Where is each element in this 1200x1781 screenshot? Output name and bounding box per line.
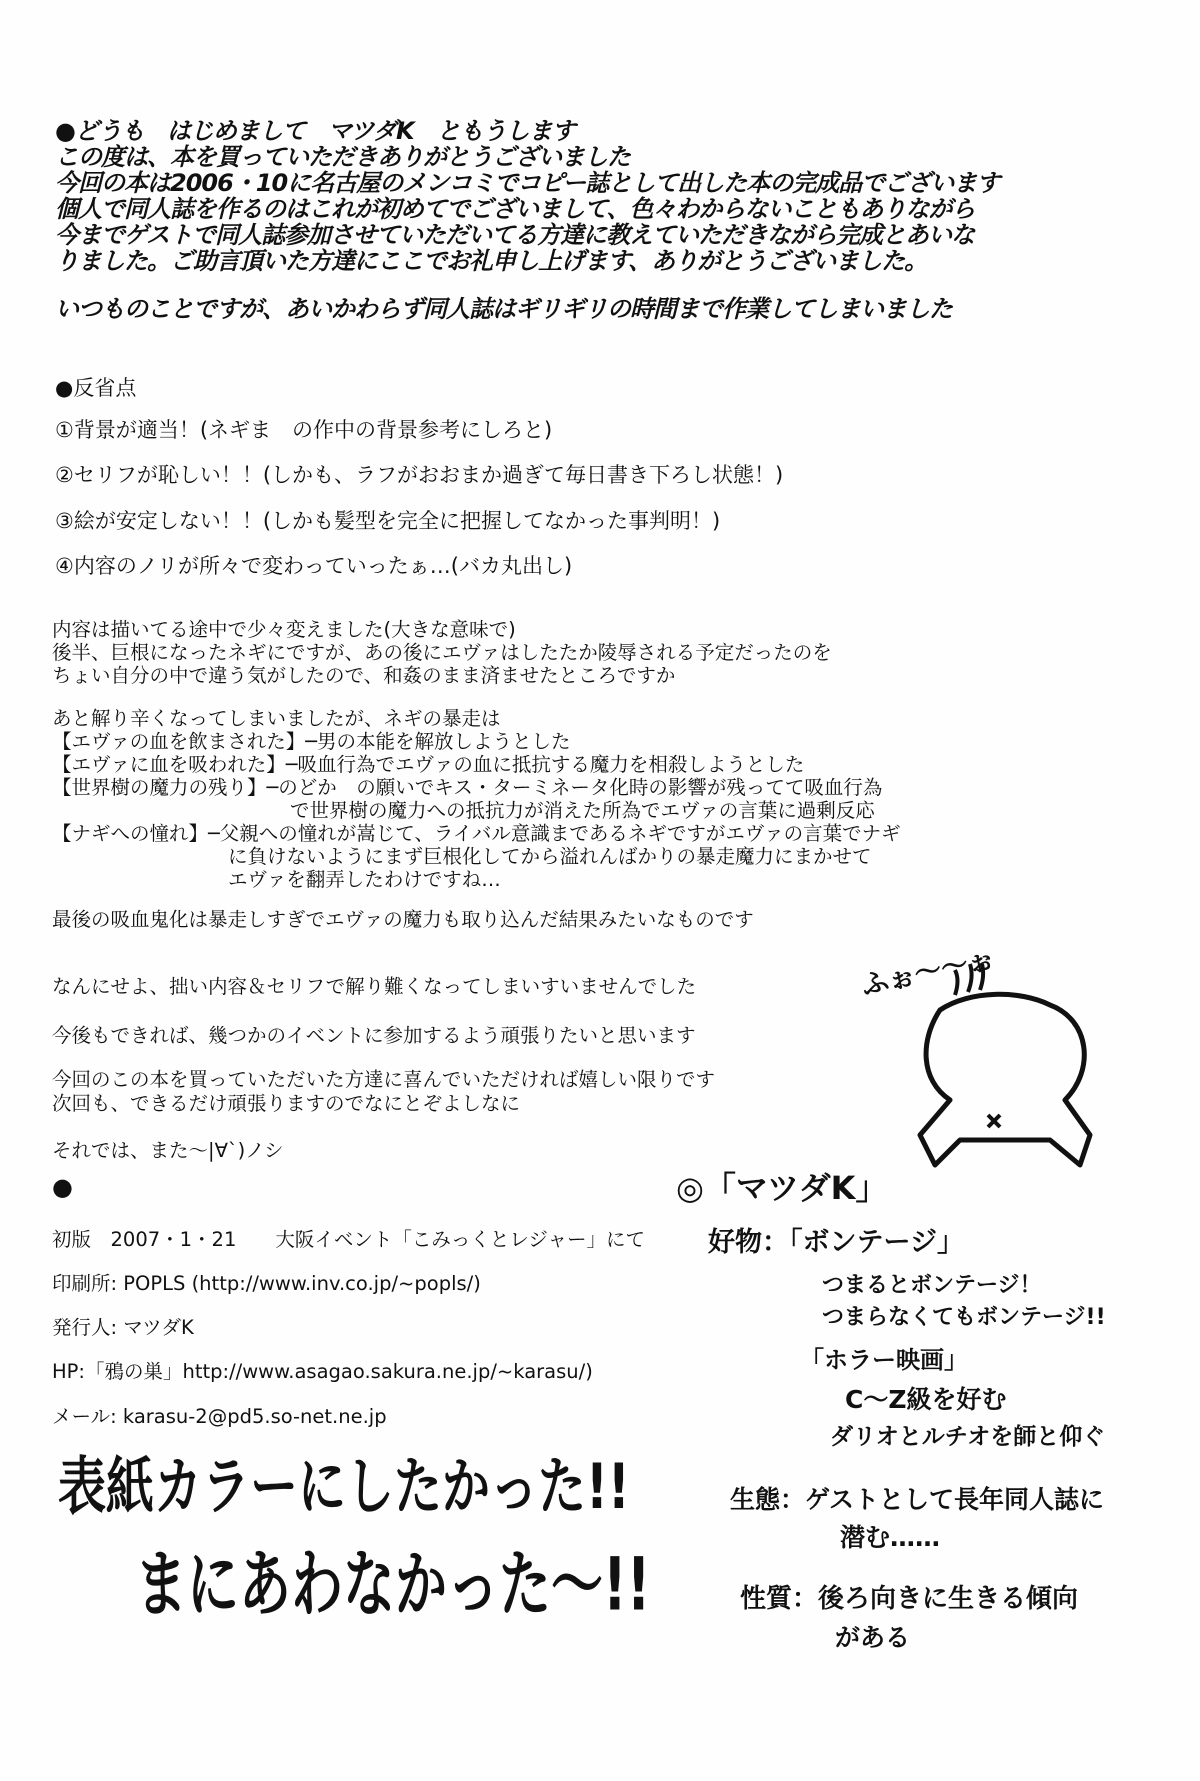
colophon-bullet: ● — [52, 1173, 73, 1201]
reflection-item: ①背景が適当！(ネギま の作中の背景参考にしろと) — [55, 418, 553, 442]
rampage-line: エヴァを翻弄したわけですね… — [228, 868, 501, 891]
rampage-line: 【世界樹の魔力の残り】─のどか の願いでキス・ターミネータ化時の影響が残ってて吸血行為 — [52, 776, 883, 799]
thanks: 今回のこの本を買っていただいた方達に喜んでいただければ嬉しい限りです — [52, 1068, 716, 1091]
reflection-heading: ●反省点 — [55, 376, 137, 400]
intro-line: 今回の本は2006・10に名古屋のメンコミでコピー誌として出した本の完成品でございます — [55, 169, 1000, 197]
profile-habitat: 生態：ゲストとして長年同人誌に — [730, 1485, 1105, 1514]
colophon-homepage: HP:「鴉の巣」http://www.asagao.sakura.ne.jp/~karasu/) — [52, 1360, 593, 1383]
profile-likes: 好物：「ボンテージ」 — [708, 1227, 964, 1258]
reflection-item: ③絵が安定しない！！(しかも髪型を完全に把握してなかった事判明！) — [55, 509, 721, 533]
colophon-edition: 初版 2007・1・21 大阪イベント「こみっくとレジャー」にて — [52, 1228, 645, 1251]
colophon-mail: メール: karasu-2@pd5.so-net.ne.jp — [52, 1405, 387, 1428]
colophon-publisher: 発行人: マツダK — [52, 1316, 194, 1339]
content-line: 後半、巨根になったネギにですが、あの後にエヴァはしたたか陵辱される予定だったのを — [52, 641, 832, 664]
intro-line: 個人で同人誌を作るのはこれが初めてでございまして、色々わからないこともありながら — [55, 195, 975, 223]
profile-name: ◎「マツダK」 — [676, 1169, 888, 1207]
thanks: 次回も、できるだけ頑張りますのでなにとぞよしなに — [52, 1092, 521, 1115]
profile-habitat-detail: 潜む…… — [840, 1523, 941, 1552]
intro-line: 今までゲストで同人誌参加させていただいてる方達に教えていただきながら完成とあいな — [55, 221, 975, 249]
colophon-printer: 印刷所: POPLS (http://www.inv.co.jp/~popls/) — [52, 1272, 481, 1295]
handwritten-missed-deadline: まにあわなかった～!! — [135, 1543, 651, 1628]
profile-horror: 「ホラー映画」 — [800, 1346, 968, 1374]
intro-line: この度は、本を買っていただきありがとうございました — [55, 143, 630, 171]
rampage-intro: あと解り辛くなってしまいましたが、ネギの暴走は — [52, 707, 501, 730]
sfx-text: ふぉ～～ぉ — [858, 943, 998, 1002]
apology: なんにせよ、拙い内容＆セリフで解り難くなってしまいすいませんでした — [52, 975, 697, 998]
rampage-line: で世界樹の魔力への抵抗力が消えた所為でエヴァの言葉に過剰反応 — [290, 799, 875, 822]
profile-nature-detail: がある — [835, 1623, 911, 1652]
intro-closing: いつものことですが、あいかわらず同人誌はギリギリの時間まで作業してしまいました — [55, 295, 952, 323]
reflection-item: ④内容のノリが所々で変わっていったぁ…(バカ丸出し) — [55, 554, 573, 578]
profile-horror-detail: ダリオとルチオを師と仰ぐ — [830, 1424, 1106, 1450]
rampage-line: に負けないようにまず巨根化してから溢れんばかりの暴走魔力にまかせて — [228, 845, 872, 868]
content-line: ちょい自分の中で違う気がしたので、和姦のまま済ませたところですか — [52, 664, 676, 687]
content-line: 内容は描いてる途中で少々変えました(大きな意味で) — [52, 618, 516, 641]
rampage-line: 【ナギへの憧れ】─父親への憧れが嵩じて、ライバル意識まであるネギですがエヴァの言葉でナギ — [52, 822, 901, 845]
handwritten-cover-color: 表紙カラーにしたかった!! — [58, 1450, 630, 1524]
reflection-item: ②セリフが恥しい！！(しかも、ラフがおおまか過ぎて毎日書き下ろし状態！) — [55, 463, 784, 487]
profile-likes-detail: つまるとボンテージ！ — [822, 1273, 1042, 1298]
greeting: ●どうも はじめまして マツダK ともうします — [55, 117, 575, 145]
intro-line: りました。ご助言頂いた方達にここでお礼申し上げます、ありがとうございました。 — [55, 247, 928, 275]
future: 今後もできれば、幾つかのイベントに参加するよう頑張りたいと思います — [52, 1024, 696, 1047]
rampage-line: 【エヴァの血を飲まされた】─男の本能を解放しようとした — [52, 730, 571, 753]
content-last: 最後の吸血鬼化は暴走しすぎでエヴァの魔力も取り込んだ結果みたいなものです — [52, 908, 754, 931]
bye: それでは、また～|∀`)ノシ — [52, 1139, 284, 1162]
rampage-line: 【エヴァに血を吸われた】─吸血行為でエヴァの血に抵抗する魔力を相殺しようとした — [52, 753, 805, 776]
profile-horror-detail: C～Z級を好む — [845, 1385, 1007, 1414]
profile-nature: 性質：後ろ向きに生きる傾向 — [740, 1584, 1079, 1614]
profile-likes-detail: つまらなくてもボンテージ!! — [822, 1305, 1106, 1330]
